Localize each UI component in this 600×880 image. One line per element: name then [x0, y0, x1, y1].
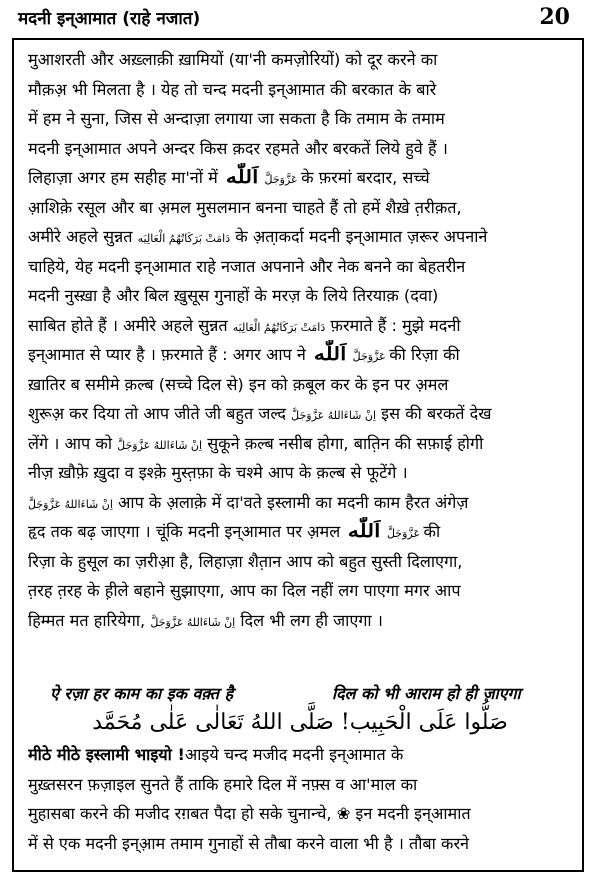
bold-phrase: मीठे मीठे इस्लामी भाइयो ! [28, 745, 185, 764]
text-line [28, 799, 584, 829]
arabic-honorific: اِنْ شَاءَاللهُ عَزَّوَجَلَّ [291, 409, 377, 422]
page-number: 20 [539, 4, 570, 30]
text-line [28, 829, 584, 859]
text-run: मुआशरती और अख़्लाक़ी ख़ामियों (या'नी कमज़ोरियों) को दूर करने का [28, 50, 438, 69]
text-line [28, 517, 584, 547]
text-line [28, 547, 584, 577]
text-line [28, 606, 584, 636]
arabic-honorific: اِنْ شَاءَاللهُ عَزَّوَجَلَّ [150, 615, 236, 629]
text-line [28, 75, 584, 105]
text-line [28, 222, 584, 252]
allah-calligraphy: اَللّٰه [313, 344, 347, 365]
text-run: सुकूने क़ल्ब नसीब होगा, बात़िन की सफ़ाई होगी [202, 433, 484, 453]
text-run: मदनी इन्आमात अपने अन्दर किस क़दर रहमते और बरकतें लिये हुवे हैं । [28, 138, 448, 158]
text-run: इस की बरकतें देख [376, 404, 492, 423]
text-line [28, 370, 584, 400]
text-line [28, 399, 584, 429]
flower-icon: ❀ [336, 804, 351, 823]
text-run: त़रह त़रह के ह़ीले बहाने सुझाएगा, आप का दिल नहीं लग पाएगा मगर आप [28, 581, 461, 600]
durood-line: صَلُّوا عَلَى الْحَبِيب! صَلَّى اللهُ تَعَالٰى عَلٰى مُحَمَّد [92, 710, 508, 735]
text-line [28, 281, 584, 311]
text-run: अमीरे अहले सुन्नत [28, 227, 138, 246]
text-run: लेंगे । आप को [28, 433, 118, 453]
text-run: ख़ातिर ब समीमे क़ल्ब (सच्चे दिल से) इन को क़बूल कर के इन पर अ़मल [28, 374, 449, 394]
text-run: दिल भी लग ही जाएगा । [235, 610, 383, 630]
text-line [28, 429, 584, 459]
arabic-honorific: دَامَتْ بَرَكَاتُهُمُ الْعَالِيَه [137, 232, 231, 245]
text-line [28, 45, 584, 75]
text-line [28, 104, 584, 134]
text-run: के अ़ता़कर्दा मदनी इन्आमात ज़रूर अपनाने [230, 227, 488, 246]
text-line [28, 311, 584, 341]
text-run: की [423, 522, 441, 541]
text-run: मुहासबा करने की मजीद रग़बत पैदा हो सके चुनान्चे, [28, 804, 337, 823]
arabic-honorific: اِنْ شَاءَاللهُ عَزَّوَجَلَّ [28, 497, 113, 511]
text-line [28, 488, 584, 518]
arabic-honorific: عَزَّوَجَلَّ [349, 350, 390, 363]
text-run: मदनी नुस्ख़ा है और बिल ख़ुसूस गुनाहों के मरज़ के लिये तिरयाक़ (दवा) [28, 286, 439, 305]
arabic-honorific: عَزَّوَجَلَّ [261, 173, 302, 186]
text-run: आइये चन्द मजीद मदनी इन्आमात के [184, 745, 404, 764]
text-run: मुख़्तसरन फ़ज़ाइल सुनते हैं ताकि हमारे दिल में नफ़्स व आ'माल का [28, 774, 418, 794]
text-line [28, 163, 584, 193]
text-run: लिहाज़ा अगर हम सहीह मा'नों में [28, 168, 223, 187]
text-line [28, 134, 584, 164]
text-run: की रिज़ा की [389, 345, 460, 364]
text-run: इन्आमात से प्यार है । फ़रमाते हैं : अगर आप ने [28, 345, 311, 364]
text-run: में हम ने सुना, जिस से अन्दाज़ा लगाया जा सकता है कि तमाम के तमाम [28, 109, 445, 128]
text-run: आ़शिक़े रसूल और बा अ़मल मुसलमान बनना चाहते हैं तो हमें शैख़े त़रीक़त, [28, 197, 462, 217]
text-line [28, 340, 584, 370]
couplet-line-1: ऐ रज़ा हर काम का इक वक़्त है [50, 684, 234, 703]
text-line [28, 740, 584, 770]
page-header [12, 0, 584, 38]
text-run: शुरूअ़ कर दिया तो आप जीते जी बहुत जल्द [28, 404, 292, 423]
text-run: नीज़ ख़ौफ़े ख़ुदा व इश्क़े मुस्त़फ़ा के चश्मे आप के क़ल्ब से फूटेंगे । [28, 463, 408, 482]
text-run: चाहिये, येह मदनी इन्आमात राहे नजात अपनाने और नेक बनने का बेहतरीन [28, 256, 466, 276]
text-run: आप के अ़लाक़े में दा'वते इस्लामी का मदनी काम हैरत अंगेज़ [112, 492, 469, 512]
text-body [28, 45, 584, 635]
text-line [28, 458, 584, 488]
text-run: के फ़रमां बरदार, सच्चे [301, 168, 430, 187]
text-run: हिम्मत मत हारियेगा, [28, 610, 151, 630]
text-run: में से एक मदनी इन्आ़म तमाम गुनाहों से तौबा करने वाला भी है । तौबा करने [28, 833, 470, 853]
text-run: मौक़अ़ भी मिलता है । येह तो चन्द मदनी इन्आमात की बरकात के बारे [28, 79, 437, 99]
text-run: रिज़ा के हुसूल का ज़रीआ़ है, लिहाज़ा शैत़ान आप को बहुत सुस्ती दिलाएगा, [28, 551, 463, 571]
text-line [28, 193, 584, 223]
text-run: इन मदनी इन्आमात [350, 804, 471, 823]
text-body-continued [28, 740, 584, 858]
couplet [32, 680, 572, 708]
text-line [28, 770, 584, 800]
book-title: मदनी इन्आमात (राहे नजात) [18, 9, 201, 29]
couplet-line-2: दिल को भी आराम हो ही जाएगा [332, 684, 521, 703]
text-line [28, 252, 584, 282]
text-run: हृद तक बढ़ जाएगा । चूंकि मदनी इन्आमात पर अ़मल [28, 522, 346, 541]
allah-calligraphy: اَللّٰه [225, 167, 259, 188]
allah-calligraphy: اَللّٰه [348, 521, 381, 542]
arabic-honorific: اِنْ شَاءَاللهُ عَزَّوَجَلَّ [117, 438, 203, 452]
arabic-honorific: عَزَّوَجَلَّ [383, 527, 424, 540]
text-run: फ़रमाते हैं : मुझे मदनी [325, 315, 461, 335]
text-line [28, 576, 584, 606]
text-run: साबित होते हैं । अमीरे अहले सुन्नत [28, 315, 233, 335]
arabic-honorific: دَامَتْ بَرَكَاتُهُمُ الْعَالِيَه [232, 320, 326, 334]
